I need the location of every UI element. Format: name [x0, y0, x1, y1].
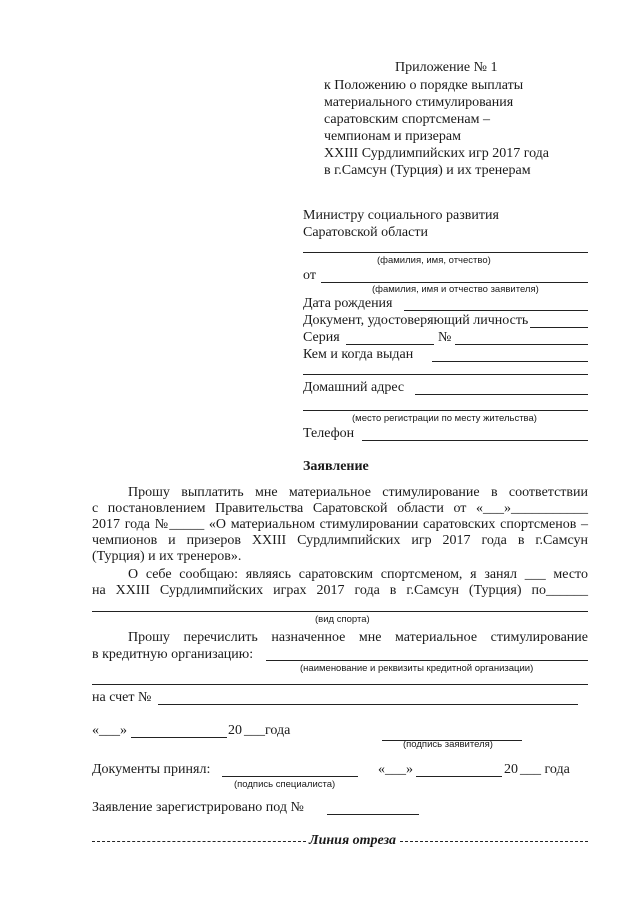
- cut-line-label: Линия отреза: [309, 833, 397, 848]
- sport-line: [92, 611, 588, 612]
- year-suffix: ___года: [244, 723, 291, 738]
- paragraph-line: с постановлением Правительства Саратовской области от «___»___________: [92, 501, 588, 516]
- account-line: [158, 704, 578, 705]
- specialist-signature-hint: (подпись специалиста): [234, 779, 336, 790]
- paragraph-line: О себе сообщаю: являясь саратовским спортсменом, я занял ___ место: [128, 567, 588, 582]
- applicant-field-line: [321, 282, 588, 283]
- sport-hint: (вид спорта): [315, 614, 370, 625]
- date2-month-line: [416, 776, 502, 777]
- birth-date-line: [404, 310, 588, 311]
- statement-title: Заявление: [303, 459, 369, 474]
- issued-by-label: Кем и когда выдан: [303, 347, 414, 362]
- series-label: Серия: [303, 330, 340, 345]
- home-address-line: [415, 394, 588, 395]
- year2-suffix: ___ года: [520, 762, 570, 777]
- paragraph-line: Прошу выплатить мне материальное стимулирование в соответствии: [128, 485, 588, 500]
- number-line: [455, 344, 588, 345]
- paragraph-line: Прошу перечислить назначенное мне материальное стимулирование: [128, 630, 588, 645]
- id-doc-label: Документ, удостоверяющий личность: [303, 313, 529, 328]
- birth-date-label: Дата рождения: [303, 296, 393, 311]
- paragraph-line: 2017 года №_____ «О материальном стимулировании саратовских спортсменов –: [92, 517, 588, 532]
- issued-by-line-2: [303, 374, 588, 375]
- appendix-line: материального стимулирования: [324, 95, 514, 110]
- account-label: на счет №: [92, 690, 152, 705]
- applicant-signature-hint: (подпись заявителя): [403, 739, 493, 750]
- cut-line-right: [400, 841, 588, 842]
- addressee-line: Министру социального развития: [303, 208, 499, 223]
- registered-number-line: [327, 814, 419, 815]
- from-label: от: [303, 268, 316, 283]
- phone-line: [362, 440, 588, 441]
- appendix-line: XXIII Сурдлимпийских игр 2017 года: [324, 146, 550, 161]
- fio-field-line: [303, 252, 588, 253]
- issued-by-line: [432, 361, 588, 362]
- applicant-hint: (фамилия, имя и отчество заявителя): [372, 284, 539, 295]
- registered-label: Заявление зарегистрировано под №: [92, 800, 304, 815]
- paragraph-line: чемпионов и призеров XXIII Сурдлимпийских игр 2017 года в г.Самсун: [92, 533, 588, 548]
- bank-line: [266, 660, 588, 661]
- appendix-line: к Положению о порядке выплаты: [324, 78, 524, 93]
- series-line: [346, 344, 434, 345]
- appendix-line: чемпионам и призерам: [324, 129, 461, 144]
- paragraph-line: в кредитную организацию:: [92, 647, 254, 662]
- appendix-line: саратовским спортсменам –: [324, 112, 490, 127]
- number-label: №: [438, 330, 452, 345]
- specialist-signature-line: [222, 776, 358, 777]
- addressee-line: Саратовской области: [303, 225, 428, 240]
- home-address-line-2: [303, 410, 588, 411]
- home-address-label: Домашний адрес: [303, 380, 405, 395]
- paragraph-line: (Турция) и их тренеров».: [92, 549, 242, 564]
- accepted-label: Документы принял:: [92, 762, 211, 777]
- year-prefix: 20: [228, 723, 242, 738]
- cut-line-left: [92, 841, 306, 842]
- paragraph-line: на XXIII Сурдлимпийских играх 2017 года в г.Самсун (Турция) по______: [92, 583, 588, 598]
- year2-prefix: 20: [504, 762, 518, 777]
- date-open: «___»: [92, 723, 127, 738]
- fio-hint: (фамилия, имя, отчество): [377, 255, 491, 266]
- registration-hint: (место регистрации по месту жительства): [352, 413, 537, 424]
- appendix-line: в г.Самсун (Турция) и их тренерам: [324, 163, 531, 178]
- bank-hint: (наименование и реквизиты кредитной организации): [300, 663, 534, 674]
- bank-line-2: [92, 684, 588, 685]
- id-doc-line: [530, 327, 588, 328]
- date-month-line: [131, 737, 227, 738]
- date2-open: «___»: [378, 762, 413, 777]
- appendix-title: Приложение № 1: [395, 60, 498, 75]
- phone-label: Телефон: [303, 426, 355, 441]
